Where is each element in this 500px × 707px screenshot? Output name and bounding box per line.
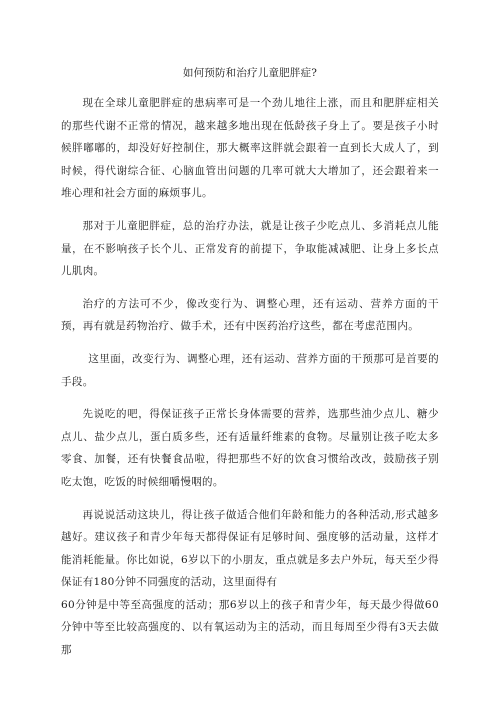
document-body xyxy=(61,92,439,662)
paragraph-1: 现在全球儿童肥胖症的患病率可是一个劲儿地往上涨，而且和肥胖症相关的那些代谢不正常的情况，越来越多地出现在低龄孩子身上了。要是孩子小时候胖嘟嘟的，却没好好控制住，那大概率这胖就会跟着一直到长大成人了，到时候，得代谢综合征、心脑血管出问题的几率可就大大增加了，还会跟着来一堆心理和社会方面的麻烦事儿。 xyxy=(61,97,439,200)
paragraph-3: 治疗的方法可不少，像改变行为、调整心理，还有运动、营养方面的干预，再有就是药物治疗、做手术，还有中医药治疗这些，都在考虑范围内。 xyxy=(61,297,439,333)
paragraph-5: 先说吃的吧，得保证孩子正常长身体需要的营养，选那些油少点儿、糖少点儿、盐少点儿，蛋白质多些，还有适量纤维素的食物。尽量别让孩子吃太多零食、加餐，还有快餐食品啦，得把那些不好的饮食习惯给改改，鼓励孩子别吃太饱，吃饭的时候细嚼慢咽的。 xyxy=(61,408,439,488)
document-title: 如何预防和治疗儿童肥胖症? xyxy=(182,67,318,79)
paragraph-2: 那对于儿童肥胖症，总的治疗办法，就是让孩子少吃点儿、多消耗点儿能量，在不影响孩子长个儿、正常发育的前提下，争取能减减肥、让身上多长点儿肌肉。 xyxy=(61,219,439,278)
paragraph-6: 再说说活动这块儿，得让孩子做适合他们年龄和能力的各种活动,形式越多越好。建议孩子和青少年每天都得保证有足够时间、强度够的活动量，这样才能消耗能量。你比如说，6岁以下的小朋友，重点就是多去户外玩，每天至少得保证有180分钟不同强度的活动，这里面得有 xyxy=(61,508,439,589)
paragraph-7: 60分钟是中等至高强度的活动；那6岁以上的孩子和青少年，每天最少得做60分钟中等至比较高强度的、以有氧运动为主的活动，而且每周至少得有3天去做那 xyxy=(61,598,439,657)
paragraph-4: 这里面，改变行为、调整心理，还有运动、营养方面的干预那可是首要的手段。 xyxy=(61,352,439,388)
